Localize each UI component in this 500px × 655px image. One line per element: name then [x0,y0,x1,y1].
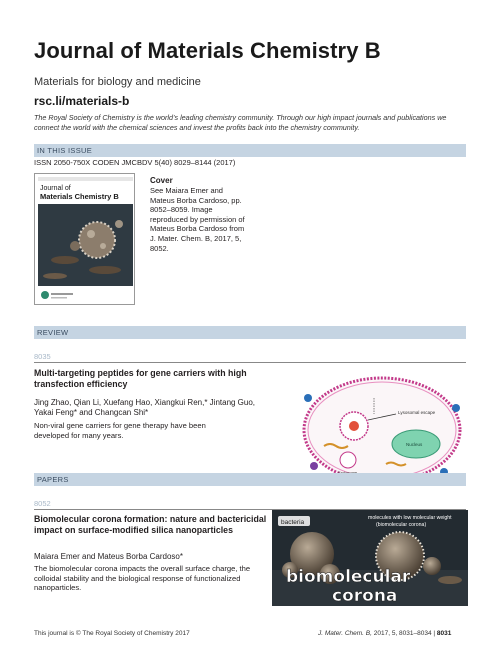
review-band: REVIEW [34,326,466,339]
footer-copyright: This journal is © The Royal Society of Chemistry 2017 [34,630,190,637]
figure-label-lysosomal: Lysosomal escape [398,410,436,415]
review-article-authors: Jing Zhao, Qian Li, Xuefang Hao, Xiangkui Ren,* Jintang Guo, Yakai Feng* and Changcan Shi* [34,398,256,417]
papers-figure[interactable] [272,510,468,606]
cover-credit: See Maiara Emer and Mateus Borba Cardoso, pp. 8052–8059. Image reproduced by permission of Mateus Borba Cardoso from J. Mater. Chem. B, 2017, 5, 8052. [150,186,245,253]
biomolecular-corona-illustration [272,510,468,606]
review-article-description: Non-viral gene carriers for gene therapy have been developed for many years. [34,421,206,440]
issn-line: ISSN 2050-750X CODEN JMCBDV 5(40) 8029–8144 (2017) [34,158,236,167]
figure-word-corona: corona [332,586,398,606]
cover-thumb-journal-line2: Materials Chemistry B [40,192,119,201]
in-this-issue-band: IN THIS ISSUE [34,144,466,157]
cover-thumb-journal-line1: Journal of [40,185,71,192]
review-page-number[interactable]: 8035 [34,352,51,361]
figure-word-biomolecular: biomolecular [286,567,411,587]
journal-url-link[interactable]: rsc.li/materials-b [34,94,130,108]
journal-subtitle: Materials for biology and medicine [34,76,201,88]
footer-citation [318,630,451,637]
figure-label-nucleus: Nucleus [406,442,423,447]
figure-label-bacteria: bacteria [281,519,305,526]
review-article-title[interactable]: Multi-targeting peptides for gene carriers with high transfection efficiency [34,368,247,389]
papers-page-number[interactable]: 8052 [34,499,51,508]
papers-article-title[interactable]: Biomolecular corona formation: nature and bactericidal impact on surface-modified silica nanoparticles [34,514,267,535]
cover-illustration [35,174,135,305]
papers-article-description: The biomolecular corona impacts the overall surface charge, the colloidal stability and the biological response of functionalized nanoparticles. [34,564,251,593]
cover-image[interactable] [34,173,135,305]
footer-page-number: 8031 [436,630,452,637]
mission-statement: The Royal Society of Chemistry is the world’s leading chemistry community. Through our high impact journals and publications we connect the world with the chemical sciences and invest the profits back into the chemistry community. [34,113,447,132]
journal-title: Journal of Materials Chemistry B [34,38,381,63]
footer-volume-pages: 2017, 5, 8031–8034 | [371,630,437,637]
footer-journal-abbrev: J. Mater. Chem. B, [318,630,372,637]
papers-article-authors: Maiara Emer and Mateus Borba Cardoso* [34,552,183,561]
figure-label-molecules-line2: (biomolecular corona) [376,522,427,528]
review-divider [34,362,466,363]
cover-heading: Cover [150,176,173,185]
papers-band: PAPERS [34,473,466,486]
figure-label-molecules-line1: molecules with low molecular weight [368,515,452,521]
